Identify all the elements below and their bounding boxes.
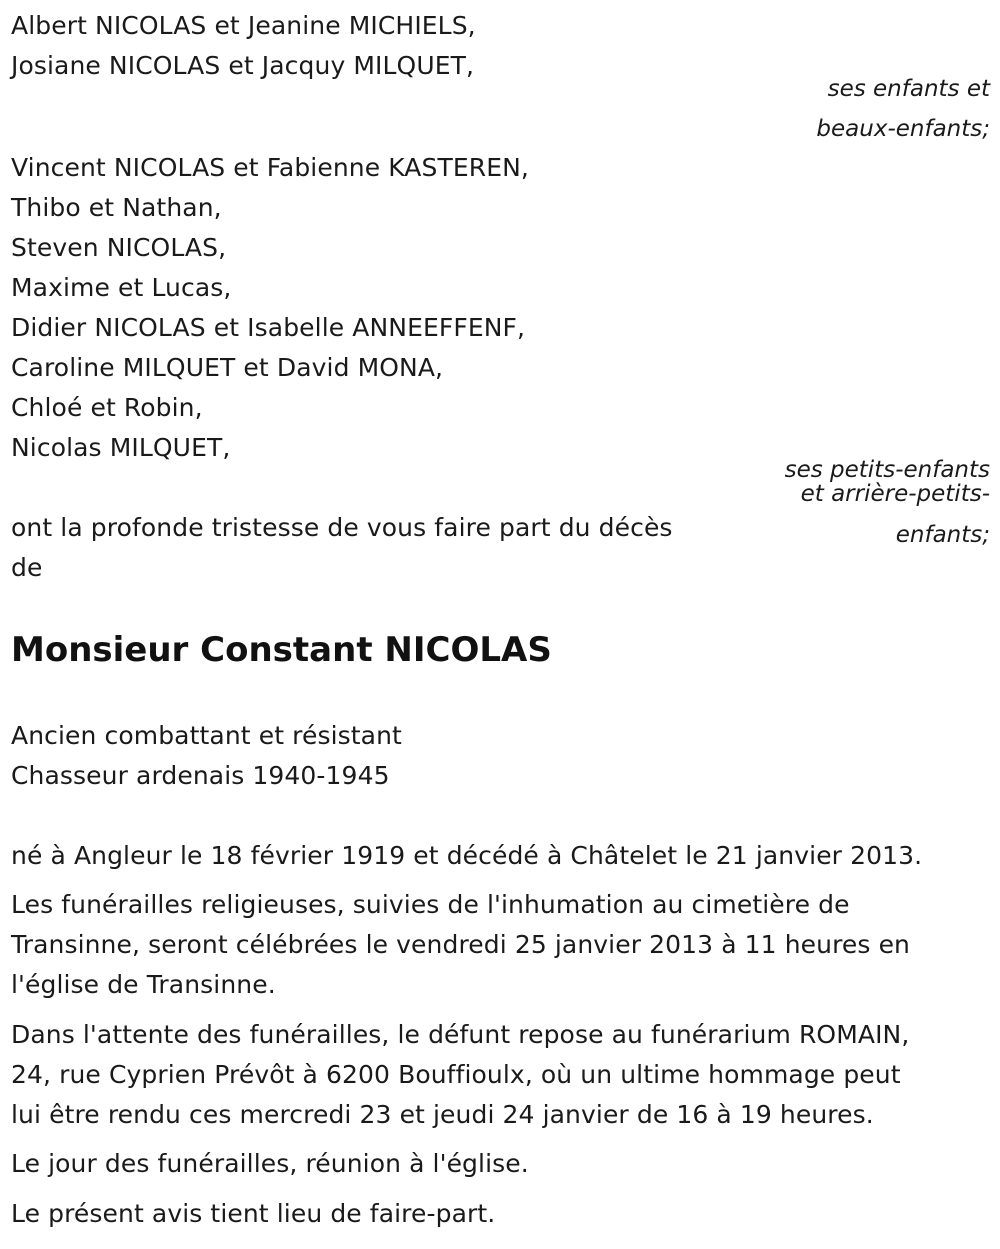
family-line: Thibo et Nathan, (11, 193, 222, 222)
family-line: Didier NICOLAS et Isabelle ANNEEFFENF, (11, 313, 526, 342)
family-line: Vincent NICOLAS et Fabienne KASTEREN, (11, 153, 529, 182)
family-line: Chloé et Robin, (11, 393, 203, 422)
family-line: Albert NICOLAS et Jeanine MICHIELS, (11, 11, 476, 40)
details-line: 24, rue Cyprien Prévôt à 6200 Bouffioulx, où un ultime hommage peut (11, 1060, 901, 1089)
details-line: l'église de Transinne. (11, 970, 276, 999)
family-line: Nicolas MILQUET, (11, 433, 231, 462)
title-line: Chasseur ardenais 1940-1945 (11, 761, 390, 790)
role-line: ses enfants et (827, 76, 990, 102)
details-line: né à Angleur le 18 février 1919 et décédé à Châtelet le 21 janvier 2013. (11, 841, 923, 870)
details-line: lui être rendu ces mercredi 23 et jeudi 24 janvier de 16 à 19 heures. (11, 1100, 874, 1129)
deceased-name: Monsieur Constant NICOLAS (11, 630, 552, 670)
details-line: Les funérailles religieuses, suivies de l'inhumation au cimetière de (11, 890, 850, 919)
announcement-line: de (11, 553, 43, 582)
details-line: Dans l'attente des funérailles, le défunt repose au funérarium ROMAIN, (11, 1020, 910, 1049)
role-line: et arrière-petits- (800, 481, 990, 507)
title-line: Ancien combattant et résistant (11, 721, 402, 750)
details-line: Le présent avis tient lieu de faire-part. (11, 1199, 496, 1228)
role-line: ses petits-enfants (784, 457, 990, 483)
details-line: Le jour des funérailles, réunion à l'église. (11, 1149, 529, 1178)
family-line: Maxime et Lucas, (11, 273, 232, 302)
details-line: Transinne, seront célébrées le vendredi 25 janvier 2013 à 11 heures en (11, 930, 911, 959)
family-line: Steven NICOLAS, (11, 233, 227, 262)
family-line: Caroline MILQUET et David MONA, (11, 353, 444, 382)
role-line: enfants; (895, 522, 990, 548)
family-line: Josiane NICOLAS et Jacquy MILQUET, (11, 51, 475, 80)
announcement-line: ont la profonde tristesse de vous faire part du décès (11, 513, 673, 542)
role-line: beaux-enfants; (816, 116, 990, 142)
